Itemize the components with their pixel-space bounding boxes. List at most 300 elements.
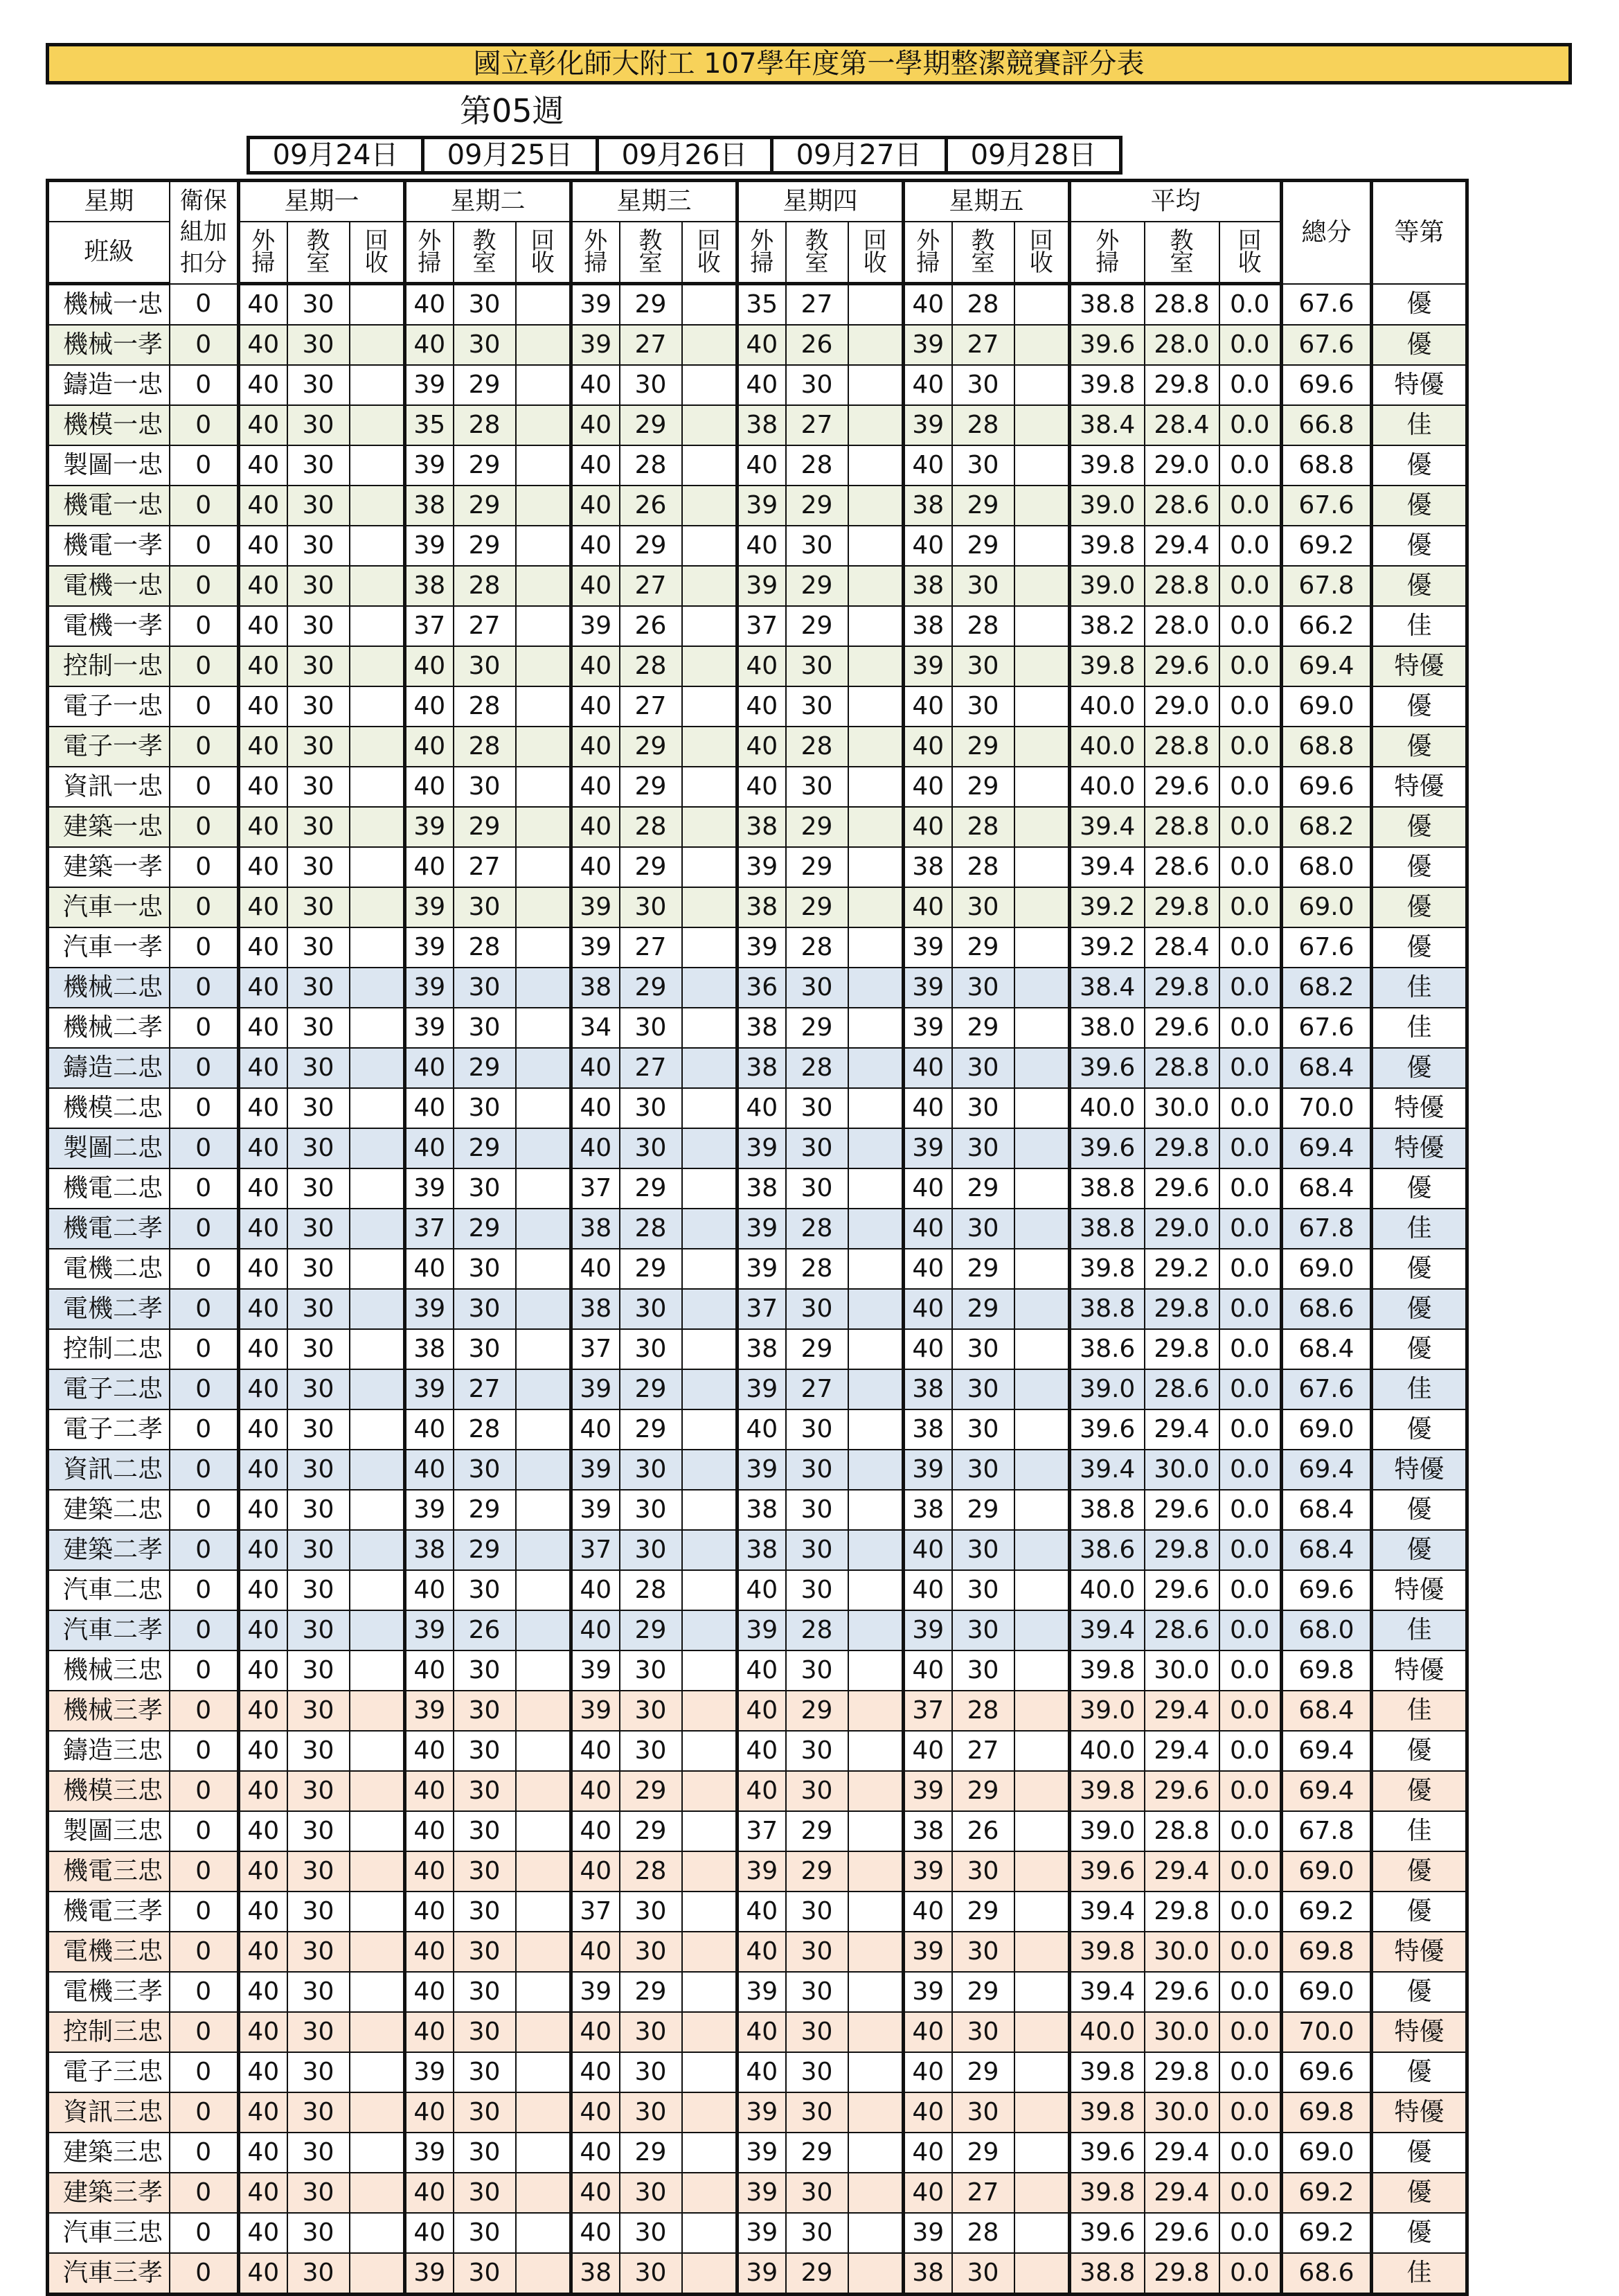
avg-classroom-cell: 30.0 xyxy=(1145,2012,1219,2052)
table-row xyxy=(48,526,1467,566)
class-name-cell: 汽車二孝 xyxy=(48,1610,170,1650)
thu-classroom-cell: 30 xyxy=(786,2213,848,2253)
avg-outdoor-cell: 39.8 xyxy=(1070,1932,1145,1972)
fri-recycle-cell xyxy=(1014,284,1070,326)
grade-cell: 優 xyxy=(1372,566,1467,606)
mon-recycle-cell xyxy=(350,1249,405,1289)
avg-recycle-cell: 0.0 xyxy=(1219,1811,1282,1851)
fri-outdoor-cell: 39 xyxy=(904,1851,952,1892)
wed-outdoor-cell: 40 xyxy=(571,1851,620,1892)
class-name-cell: 汽車二忠 xyxy=(48,1570,170,1610)
fri-recycle-cell xyxy=(1014,1530,1070,1570)
thu-outdoor-cell: 39 xyxy=(737,1610,786,1650)
mon-recycle-cell xyxy=(350,767,405,807)
tue-outdoor-cell: 40 xyxy=(405,1650,454,1691)
sub-header-char: 收 xyxy=(697,249,721,277)
mon-classroom-cell: 30 xyxy=(287,1490,350,1530)
wed-classroom-cell: 29 xyxy=(620,727,682,767)
total-cell: 69.4 xyxy=(1282,646,1372,686)
grade-cell: 特優 xyxy=(1372,1088,1467,1128)
grade-cell: 優 xyxy=(1372,1409,1467,1450)
wed-recycle-cell xyxy=(682,365,737,405)
grade-cell: 特優 xyxy=(1372,1570,1467,1610)
table-row xyxy=(48,1490,1467,1530)
avg-outdoor-cell: 39.0 xyxy=(1070,1811,1145,1851)
fri-recycle-cell xyxy=(1014,1329,1070,1369)
total-cell: 69.2 xyxy=(1282,526,1372,566)
fri-outdoor-cell: 40 xyxy=(904,1088,952,1128)
grade-cell: 優 xyxy=(1372,284,1467,326)
sub-header-char: 收 xyxy=(863,249,887,277)
mon-classroom-cell: 30 xyxy=(287,606,350,646)
tue-outdoor-cell: 37 xyxy=(405,1209,454,1249)
avg-classroom-cell: 28.0 xyxy=(1145,606,1219,646)
bonus-header xyxy=(170,181,239,284)
class-name-cell: 建築一忠 xyxy=(48,807,170,847)
bonus-cell: 0 xyxy=(170,2173,239,2213)
avg-outdoor-cell: 39.6 xyxy=(1070,1851,1145,1892)
thu-classroom-cell: 28 xyxy=(786,445,848,486)
fri-classroom-cell: 28 xyxy=(952,807,1014,847)
wed-recycle-cell xyxy=(682,526,737,566)
mon-recycle-cell xyxy=(350,2173,405,2213)
wed-recycle-cell xyxy=(682,1851,737,1892)
wed-outdoor-cell: 40 xyxy=(571,686,620,727)
fri-outdoor-cell: 39 xyxy=(904,1128,952,1168)
thu-outdoor-cell: 38 xyxy=(737,1008,786,1048)
total-cell: 68.8 xyxy=(1282,445,1372,486)
fri-recycle-cell xyxy=(1014,2253,1070,2295)
class-name-cell: 製圖三忠 xyxy=(48,1811,170,1851)
bonus-cell: 0 xyxy=(170,887,239,927)
avg-recycle-cell: 0.0 xyxy=(1219,727,1282,767)
wed-classroom-cell: 28 xyxy=(620,1851,682,1892)
mon-classroom-cell: 30 xyxy=(287,325,350,365)
fri-classroom-cell: 30 xyxy=(952,2012,1014,2052)
tue-outdoor-cell: 40 xyxy=(405,767,454,807)
bonus-cell: 0 xyxy=(170,1088,239,1128)
wed-classroom-cell: 29 xyxy=(620,1168,682,1209)
tue-classroom-cell: 30 xyxy=(454,767,516,807)
avg-recycle-cell: 0.0 xyxy=(1219,2173,1282,2213)
bonus-cell: 0 xyxy=(170,2213,239,2253)
table-row xyxy=(48,1811,1467,1851)
grade-cell: 優 xyxy=(1372,1771,1467,1811)
tue-recycle-cell xyxy=(516,2133,571,2173)
mon-recycle-cell xyxy=(350,365,405,405)
fri-classroom-cell: 28 xyxy=(952,405,1014,445)
thu-recycle-cell xyxy=(848,526,904,566)
grade-cell: 優 xyxy=(1372,1530,1467,1570)
thu-classroom-cell: 30 xyxy=(786,1168,848,1209)
tue-classroom-cell: 28 xyxy=(454,727,516,767)
mon-classroom-cell: 30 xyxy=(287,1530,350,1570)
fri-outdoor-cell: 40 xyxy=(904,365,952,405)
thu-recycle-cell xyxy=(848,1409,904,1450)
thu-recycle-cell xyxy=(848,1249,904,1289)
grade-cell: 優 xyxy=(1372,927,1467,968)
fri-classroom-cell: 29 xyxy=(952,2052,1014,2092)
grade-cell: 優 xyxy=(1372,1168,1467,1209)
tue-recycle-cell xyxy=(516,1008,571,1048)
table-row xyxy=(48,566,1467,606)
bonus-cell: 0 xyxy=(170,727,239,767)
tue-outdoor-cell: 38 xyxy=(405,1530,454,1570)
mon-recycle-cell xyxy=(350,1369,405,1409)
fri-outdoor-cell: 40 xyxy=(904,686,952,727)
avg-recycle-cell: 0.0 xyxy=(1219,2012,1282,2052)
bonus-cell: 0 xyxy=(170,1450,239,1490)
day-header: 星期二 xyxy=(405,181,571,222)
avg-outdoor-cell: 39.8 xyxy=(1070,365,1145,405)
fri-outdoor-cell: 40 xyxy=(904,1530,952,1570)
tue-recycle-cell xyxy=(516,1128,571,1168)
avg-recycle-cell: 0.0 xyxy=(1219,927,1282,968)
avg-recycle-cell: 0.0 xyxy=(1219,1932,1282,1972)
total-cell: 68.4 xyxy=(1282,1048,1372,1088)
mon-recycle-cell xyxy=(350,445,405,486)
avg-outdoor-cell: 38.6 xyxy=(1070,1329,1145,1369)
tue-outdoor-cell: 39 xyxy=(405,2052,454,2092)
grade-cell: 優 xyxy=(1372,1249,1467,1289)
sub-header-char: 教 xyxy=(472,227,497,255)
grade-cell: 優 xyxy=(1372,2173,1467,2213)
class-name-cell: 電子一孝 xyxy=(48,727,170,767)
wed-classroom-cell: 30 xyxy=(620,1128,682,1168)
tue-recycle-cell xyxy=(516,1088,571,1128)
wed-outdoor-cell: 40 xyxy=(571,1249,620,1289)
mon-outdoor-cell: 40 xyxy=(239,405,287,445)
avg-recycle-cell: 0.0 xyxy=(1219,807,1282,847)
table-row xyxy=(48,1048,1467,1088)
thu-outdoor-cell: 40 xyxy=(737,767,786,807)
bonus-cell: 0 xyxy=(170,1289,239,1329)
tue-outdoor-cell: 40 xyxy=(405,686,454,727)
total-cell: 69.0 xyxy=(1282,1249,1372,1289)
mon-outdoor-cell: 40 xyxy=(239,1530,287,1570)
wed-classroom-cell: 30 xyxy=(620,1731,682,1771)
total-cell: 69.4 xyxy=(1282,1450,1372,1490)
fri-classroom-cell: 30 xyxy=(952,2253,1014,2295)
thu-classroom-cell: 30 xyxy=(786,1570,848,1610)
wed-recycle-cell xyxy=(682,1650,737,1691)
fri-recycle-cell xyxy=(1014,2213,1070,2253)
class-name-cell: 製圖一忠 xyxy=(48,445,170,486)
mon-outdoor-cell: 40 xyxy=(239,1771,287,1811)
fri-classroom-cell: 30 xyxy=(952,566,1014,606)
fri-classroom-cell: 29 xyxy=(952,727,1014,767)
thu-recycle-cell xyxy=(848,1731,904,1771)
wed-recycle-cell xyxy=(682,1892,737,1932)
class-name-cell: 機模二忠 xyxy=(48,1088,170,1128)
class-name-cell: 建築二忠 xyxy=(48,1490,170,1530)
mon-outdoor-cell: 40 xyxy=(239,1610,287,1650)
tue-classroom-cell: 30 xyxy=(454,2052,516,2092)
mon-classroom-cell: 30 xyxy=(287,1932,350,1972)
grade-cell: 優 xyxy=(1372,526,1467,566)
total-cell: 69.4 xyxy=(1282,1128,1372,1168)
mon-outdoor-cell: 40 xyxy=(239,2253,287,2295)
fri-outdoor-cell: 38 xyxy=(904,1490,952,1530)
thu-classroom-cell: 30 xyxy=(786,2052,848,2092)
avg-recycle-cell: 0.0 xyxy=(1219,606,1282,646)
fri-recycle-cell xyxy=(1014,526,1070,566)
thu-outdoor-cell: 39 xyxy=(737,1249,786,1289)
avg-outdoor-cell: 40.0 xyxy=(1070,1731,1145,1771)
bonus-header-line: 衛保 xyxy=(179,187,227,215)
grade-cell: 優 xyxy=(1372,1289,1467,1329)
table-row xyxy=(48,1892,1467,1932)
mon-classroom-cell: 30 xyxy=(287,2133,350,2173)
total-cell: 68.0 xyxy=(1282,847,1372,887)
wed-classroom-cell: 29 xyxy=(620,1811,682,1851)
thu-outdoor-cell: 39 xyxy=(737,2173,786,2213)
bonus-cell: 0 xyxy=(170,2012,239,2052)
wed-classroom-cell: 29 xyxy=(620,405,682,445)
sub-header-char: 室 xyxy=(638,249,663,277)
wed-classroom-cell: 30 xyxy=(620,1892,682,1932)
wed-classroom-cell: 29 xyxy=(620,1771,682,1811)
bonus-cell: 0 xyxy=(170,1650,239,1691)
class-name-cell: 電子二忠 xyxy=(48,1369,170,1409)
table-row xyxy=(48,1168,1467,1209)
wed-outdoor-cell: 38 xyxy=(571,2253,620,2295)
table-row xyxy=(48,1088,1467,1128)
tue-outdoor-cell: 40 xyxy=(405,646,454,686)
tue-recycle-cell xyxy=(516,1811,571,1851)
bonus-cell: 0 xyxy=(170,526,239,566)
grade-cell: 優 xyxy=(1372,2213,1467,2253)
sub-header-char: 室 xyxy=(805,249,829,277)
classroom-header xyxy=(287,222,350,284)
mon-outdoor-cell: 40 xyxy=(239,2133,287,2173)
fri-recycle-cell xyxy=(1014,686,1070,727)
mon-outdoor-cell: 40 xyxy=(239,1369,287,1409)
fri-classroom-cell: 28 xyxy=(952,2213,1014,2253)
wed-classroom-cell: 30 xyxy=(620,1008,682,1048)
fri-recycle-cell xyxy=(1014,1731,1070,1771)
thu-recycle-cell xyxy=(848,686,904,727)
total-cell: 68.4 xyxy=(1282,1168,1372,1209)
avg-recycle-cell: 0.0 xyxy=(1219,1731,1282,1771)
wed-outdoor-cell: 40 xyxy=(571,1610,620,1650)
avg-outdoor-cell: 39.8 xyxy=(1070,646,1145,686)
total-cell: 69.0 xyxy=(1282,1972,1372,2012)
tue-outdoor-cell: 39 xyxy=(405,526,454,566)
thu-recycle-cell xyxy=(848,1650,904,1691)
thu-classroom-cell: 29 xyxy=(786,2133,848,2173)
mon-recycle-cell xyxy=(350,2092,405,2133)
avg-recycle-cell: 0.0 xyxy=(1219,686,1282,727)
avg-classroom-cell: 28.6 xyxy=(1145,486,1219,526)
wed-classroom-cell: 26 xyxy=(620,606,682,646)
wed-recycle-cell xyxy=(682,1570,737,1610)
thu-recycle-cell xyxy=(848,1008,904,1048)
tue-classroom-cell: 30 xyxy=(454,968,516,1008)
thu-outdoor-cell: 40 xyxy=(737,2052,786,2092)
thu-recycle-cell xyxy=(848,1972,904,2012)
wed-classroom-cell: 29 xyxy=(620,1610,682,1650)
class-name-cell: 機電二忠 xyxy=(48,1168,170,1209)
fri-outdoor-cell: 40 xyxy=(904,1570,952,1610)
wed-classroom-cell: 27 xyxy=(620,927,682,968)
table-row xyxy=(48,2213,1467,2253)
outdoor-header xyxy=(239,222,287,284)
mon-recycle-cell xyxy=(350,2213,405,2253)
fri-classroom-cell: 30 xyxy=(952,968,1014,1008)
total-cell: 69.0 xyxy=(1282,686,1372,727)
average-header: 平均 xyxy=(1070,181,1282,222)
tue-classroom-cell: 30 xyxy=(454,1932,516,1972)
mon-outdoor-cell: 40 xyxy=(239,2052,287,2092)
mon-outdoor-cell: 40 xyxy=(239,927,287,968)
wed-outdoor-cell: 40 xyxy=(571,807,620,847)
mon-outdoor-cell: 40 xyxy=(239,2213,287,2253)
thu-recycle-cell xyxy=(848,767,904,807)
bonus-cell: 0 xyxy=(170,767,239,807)
mon-classroom-cell: 30 xyxy=(287,1409,350,1450)
thu-recycle-cell xyxy=(848,365,904,405)
tue-recycle-cell xyxy=(516,1289,571,1329)
wed-classroom-cell: 30 xyxy=(620,1329,682,1369)
total-cell: 69.2 xyxy=(1282,2213,1372,2253)
grade-cell: 佳 xyxy=(1372,1008,1467,1048)
fri-recycle-cell xyxy=(1014,1048,1070,1088)
tue-recycle-cell xyxy=(516,646,571,686)
fri-classroom-cell: 30 xyxy=(952,445,1014,486)
thu-outdoor-cell: 40 xyxy=(737,365,786,405)
grade-cell: 優 xyxy=(1372,1048,1467,1088)
mon-recycle-cell xyxy=(350,606,405,646)
mon-outdoor-cell: 40 xyxy=(239,1851,287,1892)
avg-outdoor-cell: 40.0 xyxy=(1070,1088,1145,1128)
mon-outdoor-cell: 40 xyxy=(239,606,287,646)
avg-classroom-cell: 29.6 xyxy=(1145,1771,1219,1811)
fri-outdoor-cell: 40 xyxy=(904,445,952,486)
tue-classroom-cell: 26 xyxy=(454,1610,516,1650)
wed-recycle-cell xyxy=(682,1811,737,1851)
mon-classroom-cell: 30 xyxy=(287,968,350,1008)
bonus-cell: 0 xyxy=(170,284,239,326)
thu-recycle-cell xyxy=(848,606,904,646)
total-cell: 69.2 xyxy=(1282,2173,1372,2213)
bonus-cell: 0 xyxy=(170,1851,239,1892)
mon-outdoor-cell: 40 xyxy=(239,968,287,1008)
thu-recycle-cell xyxy=(848,1329,904,1369)
wed-recycle-cell xyxy=(682,887,737,927)
score-table-body xyxy=(48,284,1467,2295)
table-row xyxy=(48,2052,1467,2092)
fri-outdoor-cell: 40 xyxy=(904,1209,952,1249)
mon-classroom-cell: 30 xyxy=(287,686,350,727)
avg-classroom-cell: 29.2 xyxy=(1145,1249,1219,1289)
avg-recycle-cell: 0.0 xyxy=(1219,284,1282,326)
wed-outdoor-cell: 40 xyxy=(571,526,620,566)
mon-recycle-cell xyxy=(350,1450,405,1490)
wed-recycle-cell xyxy=(682,1249,737,1289)
bonus-cell: 0 xyxy=(170,1329,239,1369)
table-row xyxy=(48,646,1467,686)
avg-outdoor-cell: 40.0 xyxy=(1070,727,1145,767)
total-cell: 67.6 xyxy=(1282,284,1372,326)
fri-outdoor-cell: 39 xyxy=(904,1972,952,2012)
total-cell: 68.6 xyxy=(1282,2253,1372,2295)
table-row xyxy=(48,1128,1467,1168)
thu-classroom-cell: 30 xyxy=(786,1409,848,1450)
thu-classroom-cell: 28 xyxy=(786,927,848,968)
fri-classroom-cell: 30 xyxy=(952,1932,1014,1972)
thu-recycle-cell xyxy=(848,566,904,606)
mon-classroom-cell: 30 xyxy=(287,1570,350,1610)
fri-classroom-cell: 30 xyxy=(952,1570,1014,1610)
avg-outdoor-cell: 39.0 xyxy=(1070,566,1145,606)
wed-outdoor-cell: 40 xyxy=(571,646,620,686)
avg-outdoor-cell: 38.8 xyxy=(1070,1209,1145,1249)
avg-outdoor-cell: 39.6 xyxy=(1070,1128,1145,1168)
avg-recycle-cell: 0.0 xyxy=(1219,1249,1282,1289)
tue-classroom-cell: 29 xyxy=(454,1490,516,1530)
tue-outdoor-cell: 40 xyxy=(405,1409,454,1450)
thu-outdoor-cell: 40 xyxy=(737,1570,786,1610)
class-name-cell: 機電三孝 xyxy=(48,1892,170,1932)
fri-classroom-cell: 29 xyxy=(952,486,1014,526)
avg-classroom-cell: 29.6 xyxy=(1145,1490,1219,1530)
wed-outdoor-cell: 40 xyxy=(571,405,620,445)
grade-cell: 佳 xyxy=(1372,968,1467,1008)
thu-recycle-cell xyxy=(848,2253,904,2295)
table-row xyxy=(48,1008,1467,1048)
mon-outdoor-cell: 40 xyxy=(239,1450,287,1490)
bonus-cell: 0 xyxy=(170,1691,239,1731)
avg-recycle-cell: 0.0 xyxy=(1219,1771,1282,1811)
fri-classroom-cell: 30 xyxy=(952,1409,1014,1450)
sub-header-char: 室 xyxy=(472,249,497,277)
wed-classroom-cell: 29 xyxy=(620,284,682,326)
thu-outdoor-cell: 40 xyxy=(737,1932,786,1972)
table-row xyxy=(48,486,1467,526)
class-name-cell: 汽車一孝 xyxy=(48,927,170,968)
wed-classroom-cell: 26 xyxy=(620,486,682,526)
thu-outdoor-cell: 40 xyxy=(737,1691,786,1731)
table-row xyxy=(48,767,1467,807)
wed-classroom-cell: 28 xyxy=(620,1570,682,1610)
avg-outdoor-cell: 39.8 xyxy=(1070,1771,1145,1811)
grade-cell: 特優 xyxy=(1372,1128,1467,1168)
total-cell: 67.8 xyxy=(1282,1209,1372,1249)
bonus-cell: 0 xyxy=(170,1168,239,1209)
mon-outdoor-cell: 40 xyxy=(239,1811,287,1851)
grade-cell: 佳 xyxy=(1372,1209,1467,1249)
fri-classroom-cell: 30 xyxy=(952,1610,1014,1650)
wed-recycle-cell xyxy=(682,1490,737,1530)
mon-classroom-cell: 30 xyxy=(287,767,350,807)
mon-recycle-cell xyxy=(350,1650,405,1691)
avg-outdoor-cell: 39.0 xyxy=(1070,1369,1145,1409)
table-row xyxy=(48,1570,1467,1610)
table-row xyxy=(48,887,1467,927)
fri-outdoor-cell: 40 xyxy=(904,1892,952,1932)
thu-outdoor-cell: 40 xyxy=(737,727,786,767)
avg-recycle-cell: 0.0 xyxy=(1219,1168,1282,1209)
thu-classroom-cell: 30 xyxy=(786,1530,848,1570)
wed-classroom-cell: 29 xyxy=(620,1972,682,2012)
wed-outdoor-cell: 39 xyxy=(571,1650,620,1691)
mon-recycle-cell xyxy=(350,1570,405,1610)
wed-recycle-cell xyxy=(682,1048,737,1088)
mon-recycle-cell xyxy=(350,927,405,968)
wed-outdoor-cell: 40 xyxy=(571,1570,620,1610)
sub-header-char: 掃 xyxy=(584,249,608,277)
